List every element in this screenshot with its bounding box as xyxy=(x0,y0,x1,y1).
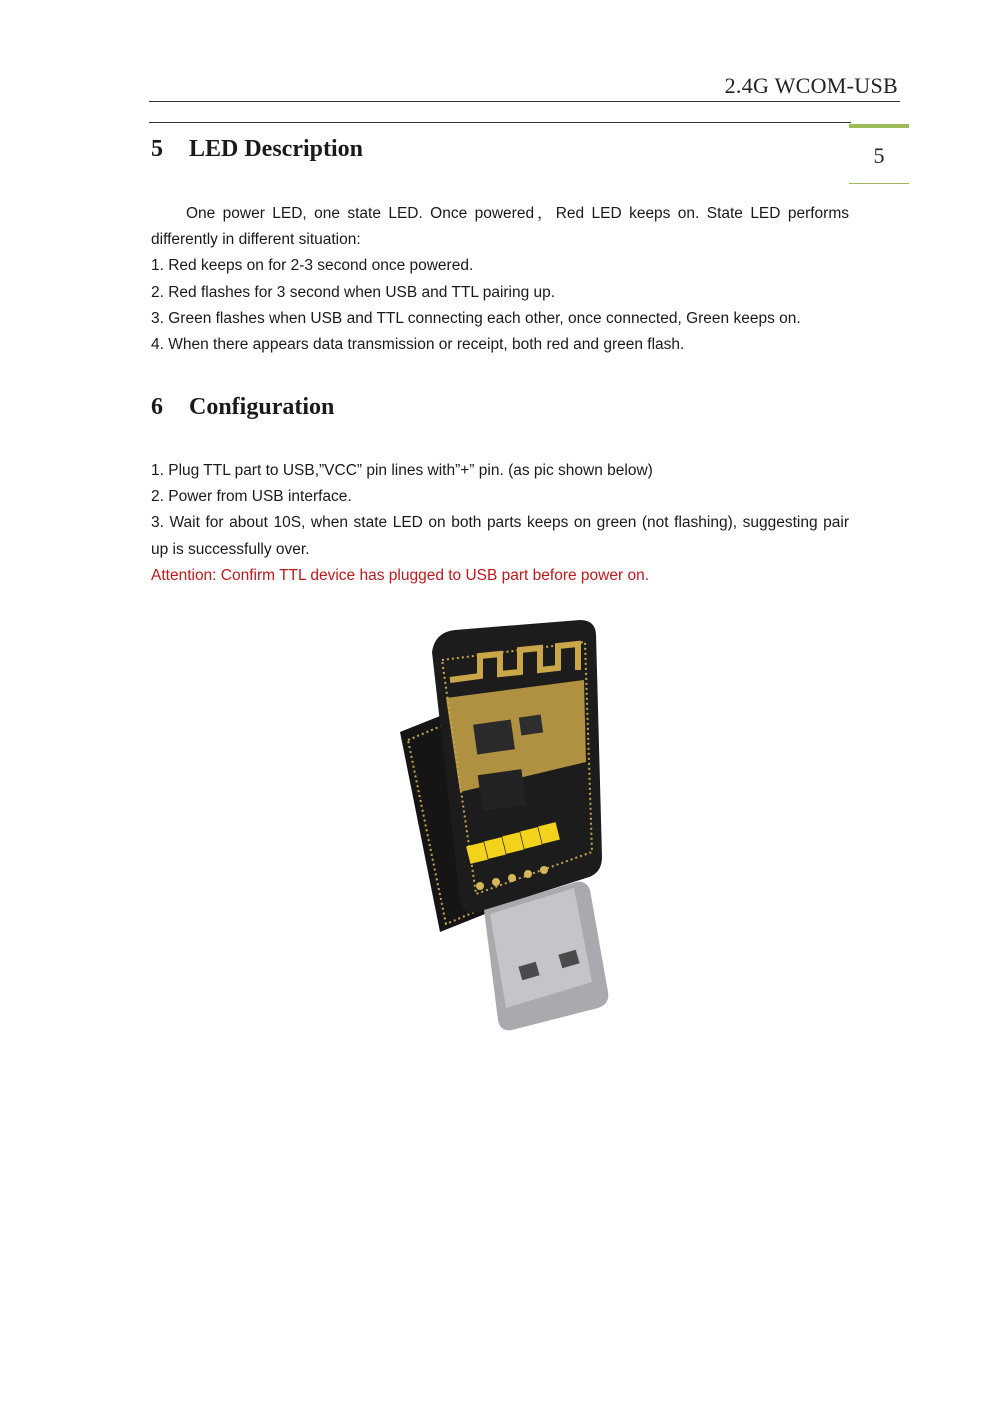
section-6-title: Configuration xyxy=(189,394,335,420)
page-number-top-rule xyxy=(849,124,909,128)
section-5-intro: One power LED, one state LED. Once powered，Red LED keeps on. State LED performs differently in different situation: xyxy=(151,205,849,249)
list-item: 3. Wait for about 10S, when state LED on both parts keeps on green (not flashing), suggesting pair up is successfully over. xyxy=(151,514,849,558)
page-number-bottom-rule xyxy=(849,183,909,184)
list-item: 4. When there appears data transmission or receipt, both red and green flash. xyxy=(151,336,685,354)
list-item: 3. Green flashes when USB and TTL connecting each other, once connected, Green keeps on. xyxy=(151,309,801,327)
section-5-heading xyxy=(151,136,363,163)
section-5-body xyxy=(151,201,849,358)
list-item: 1. Plug TTL part to USB,”VCC” pin lines with”+” pin. (as pic shown below) xyxy=(151,462,653,479)
list-item: 1. Red keeps on for 2-3 second once powered. xyxy=(151,257,474,275)
section-5-number: 5 xyxy=(151,136,163,162)
section-6-body xyxy=(151,458,849,589)
section-rule xyxy=(149,122,851,123)
section-6-number: 6 xyxy=(151,394,163,420)
header-title: 2.4G WCOM-USB xyxy=(724,73,898,98)
section-5-title: LED Description xyxy=(189,136,363,162)
list-item: 2. Power from USB interface. xyxy=(151,488,352,506)
wcom-usb-device-photo xyxy=(380,612,620,1032)
page-number: 5 xyxy=(873,143,885,168)
section-6-heading xyxy=(151,394,334,421)
attention-note: Attention: Confirm TTL device has plugged to USB part before power on. xyxy=(151,566,649,584)
list-item: 2. Red flashes for 3 second when USB and TTL pairing up. xyxy=(151,283,556,301)
header-rule xyxy=(149,101,900,102)
